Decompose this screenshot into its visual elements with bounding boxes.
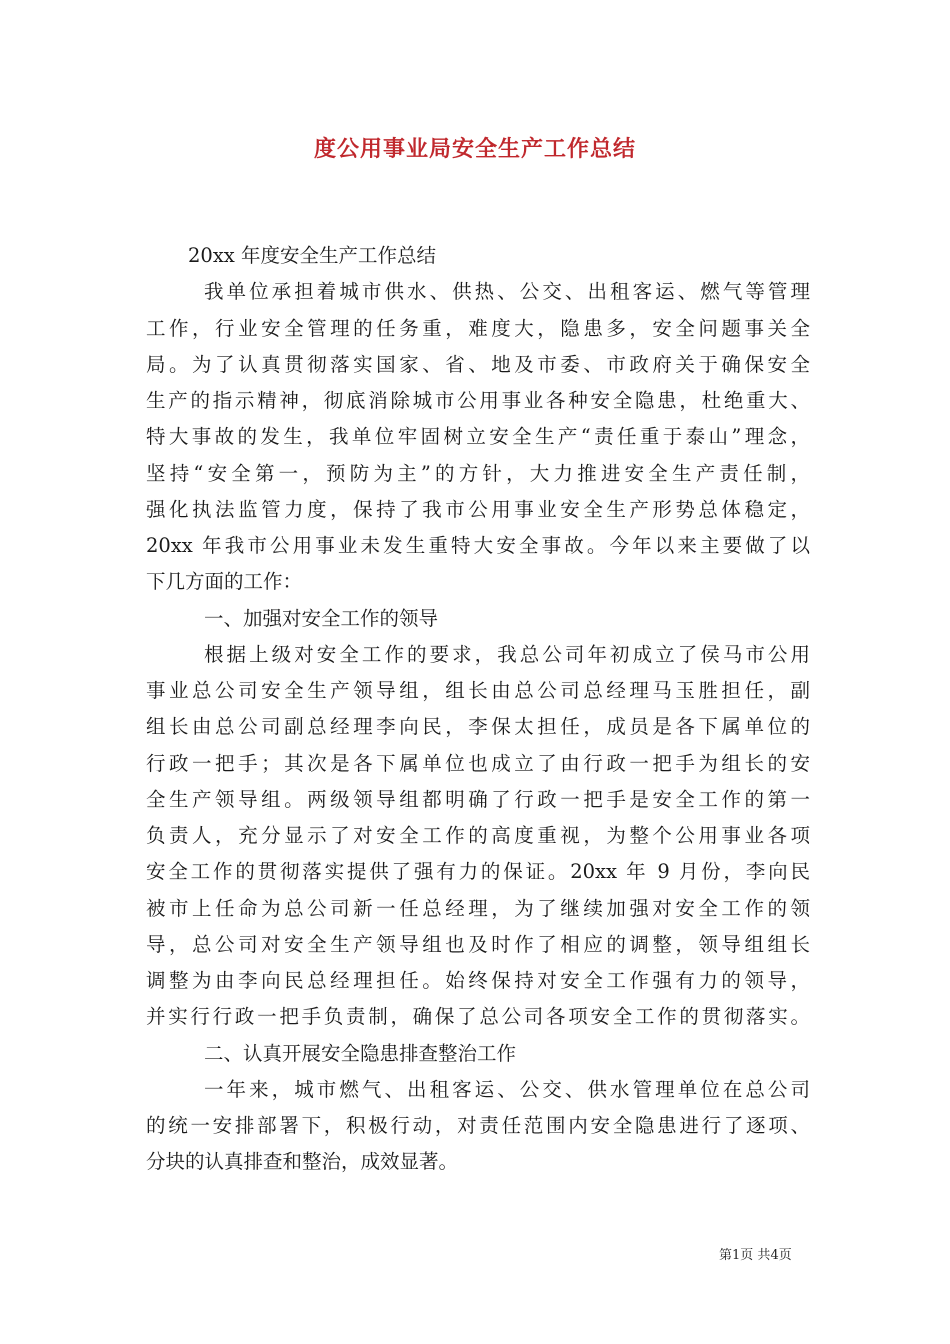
footer-prefix: 第 [719, 1248, 733, 1263]
paragraph-line: 负责人，充分显示了对安全工作的高度重视，为整个公用事业各项 [146, 824, 810, 847]
paragraph-line: 根据上级对安全工作的要求，我总公司年初成立了侯马市公用 [204, 642, 810, 666]
footer-middle: 页 共 [740, 1248, 771, 1263]
paragraph-line: 局。为了认真贯彻落实国家、省、地及市委、市政府关于确保安全 [146, 352, 810, 376]
section-heading: 二、认真开展安全隐患排查整治工作 [204, 1041, 517, 1065]
paragraph-line: 强化执法监管力度，保持了我市公用事业安全生产形势总体稳定， [146, 497, 810, 521]
paragraph-line: 安全工作的贯彻落实提供了强有力的保证。20xx 年 9 月份，李向民 [146, 860, 810, 884]
paragraph-line: 并实行行政一把手负责制，确保了总公司各项安全工作的贯彻落实。 [146, 1005, 810, 1029]
paragraph-line: 被市上任命为总公司新一任总经理，为了继续加强对安全工作的领 [146, 896, 810, 920]
paragraph-line: 我单位承担着城市供水、供热、公交、出租客运、燃气等管理 [204, 280, 810, 304]
paragraph-line: 下几方面的工作： [146, 570, 303, 594]
paragraph-line: 事业总公司安全生产领导组，组长由总公司总经理马玉胜担任，副 [146, 679, 810, 702]
section-heading: 20xx 年度安全生产工作总结 [188, 244, 437, 267]
paragraph-line: 全生产领导组。两级领导组都明确了行政一把手是安全工作的第一 [146, 787, 810, 811]
paragraph-line: 一年来，城市燃气、出租客运、公交、供水管理单位在总公司 [204, 1077, 810, 1101]
footer-page-number: 1 [732, 1248, 741, 1263]
footer-total-pages: 4 [770, 1248, 779, 1263]
paragraph-line: 分块的认真排查和整治，成效显著。 [146, 1150, 459, 1174]
paragraph-line: 组长由总公司副总经理李向民，李保太担任，成员是各下属单位的 [146, 715, 810, 739]
paragraph-line: 调整为由李向民总经理担任。始终保持对安全工作强有力的领导， [146, 969, 810, 992]
document-body [146, 238, 810, 1181]
paragraph-line: 坚持“安全第一，预防为主”的方针，大力推进安全生产责任制， [146, 461, 810, 485]
footer-suffix: 页 [778, 1248, 792, 1263]
paragraph-line: 行政一把手；其次是各下属单位也成立了由行政一把手为组长的安 [146, 751, 810, 775]
paragraph-line: 生产的指示精神，彻底消除城市公用事业各种安全隐患，杜绝重大、 [146, 389, 810, 412]
page-footer [719, 1247, 792, 1265]
paragraph-line: 导，总公司对安全生产领导组也及时作了相应的调整，领导组组长 [146, 932, 810, 956]
section-heading: 一、加强对安全工作的领导 [204, 606, 439, 630]
paragraph-line: 工作，行业安全管理的任务重，难度大，隐患多，安全问题事关全 [146, 316, 810, 340]
paragraph-line: 的统一安排部署下，积极行动，对责任范围内安全隐患进行了逐项、 [146, 1114, 810, 1137]
paragraph-line: 特大事故的发生，我单位牢固树立安全生产“责任重于泰山”理念， [146, 425, 810, 449]
document-title: 度公用事业局安全生产工作总结 [313, 136, 636, 162]
paragraph-line: 20xx 年我市公用事业未发生重特大安全事故。今年以来主要做了以 [146, 534, 810, 557]
